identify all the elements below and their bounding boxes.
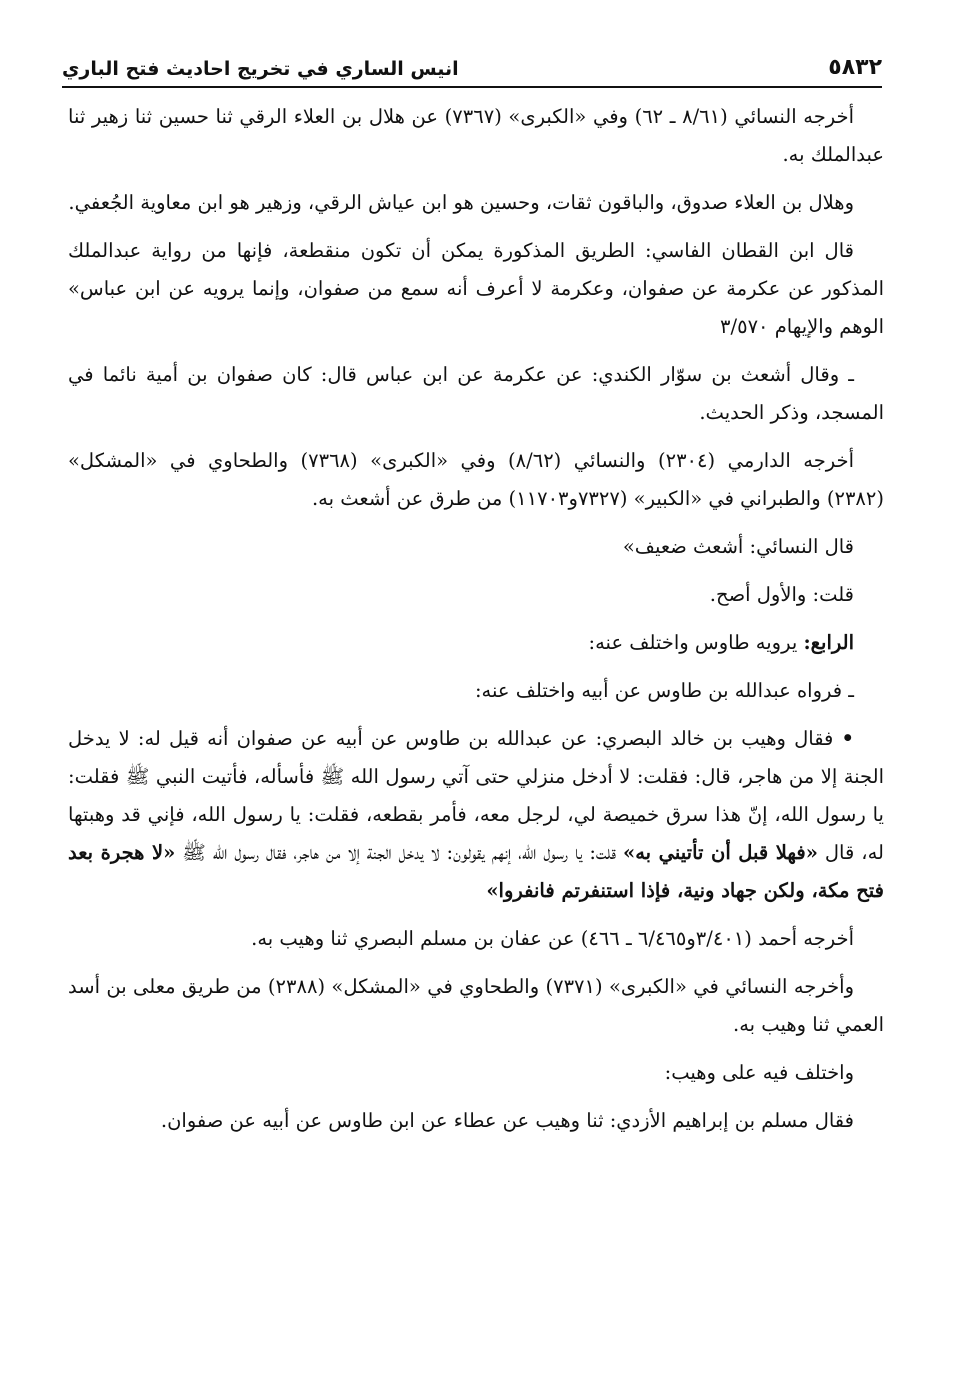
paragraph-11 (68, 920, 884, 958)
hadith-quote-2: «لا هجرة بعد فتح مكة، ولكن جهاد ونية، فإذا استنفرتم فانفروا» (68, 841, 884, 902)
paragraph-7 (68, 576, 884, 614)
paragraph-12 (68, 968, 884, 1044)
hadith-quote-1: «فهلا قبل أن تأتيني به» (623, 841, 818, 864)
page-body (68, 98, 884, 1150)
paragraph-5 (68, 442, 884, 518)
paragraph-13 (68, 1054, 884, 1092)
running-title: انيس الساري في تخريج احاديث فتح الباري (62, 58, 459, 80)
paragraph-text: قال ابن القطان الفاسي: الطريق المذكورة يمكن أن تكون منقطعة، فإنها من رواية عبدالملك المذكور عن عكرمة عن صفوان، وعكرمة لا أعرف أنه سمع من صفوان، وإنما يرويه عن ابن عباس» الوهم والإيهام ٣/٥٧٠ (68, 239, 884, 338)
paragraph-text: يرويه طاوس واختلف عنه: (588, 631, 804, 654)
paragraph-text: قلت: يا رسول الله، إنهم يقولون: لا يدخل الجنة إلا من هاجر، فقال رسول الله ﷺ (175, 841, 624, 864)
paragraph-10 (68, 720, 884, 910)
paragraph-text: فقال وهيب بن خالد البصري: عن عبدالله بن طاوس عن أبيه عن صفوان أنه قيل له: لا يدخل الجنة إلا من هاجر، قال: فقلت: لا أدخل منزلي حتى آتي رسول الله ﷺ فأسأله، فأتيت النبي ﷺ فقلت: يا رسول الله، إنّ هذا سرق خميصة لي، لرجل معه، فأمر بقطعه، فقلت: يا رسول الله، فإني قد وهبتها له، قال (68, 727, 884, 864)
paragraph-text: أخرجه أحمد (٣/٤٠١و٦/٤٦٥ ـ ٤٦٦) عن عفان بن مسلم البصري ثنا وهيب به. (251, 927, 854, 950)
paragraph-6 (68, 528, 884, 566)
header-divider (62, 86, 882, 88)
page-header (62, 40, 882, 80)
page-number: ٥٨٣٢ (828, 55, 882, 80)
section-label: الرابع: (803, 631, 854, 654)
paragraph-14 (68, 1102, 884, 1140)
paragraph-text: وأخرجه النسائي في «الكبرى» (٧٣٧١) والطحاوي في «المشكل» (٢٣٨٨) من طريق معلى بن أسد العمي ثنا وهيب به. (68, 975, 884, 1036)
paragraph-text: واختلف فيه على وهيب: (664, 1061, 854, 1084)
paragraph-text: أخرجه النسائي (٨/٦١ ـ ٦٢) وفي «الكبرى» (٧٣٦٧) عن هلال بن العلاء الرقي ثنا حسين ثنا زهير ثنا عبدالملك به. (68, 105, 884, 166)
paragraph-text: أخرجه الدارمي (٢٣٠٤) والنسائي (٨/٦٢) وفي «الكبرى» (٧٣٦٨) والطحاوي في «المشكل» (٢٣٨٢) والطبراني في «الكبير» (٧٣٢٧و١١٧٠٣) من طرق عن أشعث به. (68, 449, 884, 510)
bullet-marker: • (841, 727, 854, 750)
paragraph-9 (68, 672, 884, 710)
paragraph-text: قلت: والأول أصح. (709, 583, 854, 606)
paragraph-text: ـ وقال أشعث بن سوّار الكندي: عن عكرمة عن ابن عباس قال: كان صفوان بن أمية نائما في المسجد، وذكر الحديث. (68, 363, 884, 424)
paragraph-3 (68, 232, 884, 346)
paragraph-text: ـ فرواه عبدالله بن طاوس عن أبيه واختلف عنه: (474, 679, 854, 702)
paragraph-2 (68, 184, 884, 222)
paragraph-8 (68, 624, 884, 662)
paragraph-1 (68, 98, 884, 174)
paragraph-text: قال النسائي: أشعث ضعيف» (622, 535, 854, 558)
paragraph-text: فقال مسلم بن إبراهيم الأزدي: ثنا وهيب عن عطاء عن ابن طاوس عن أبيه عن صفوان. (160, 1109, 854, 1132)
paragraph-text: وهلال بن العلاء صدوق، والباقون ثقات، وحسين هو ابن عياش الرقي، وزهير هو ابن معاوية الجُعفي. (68, 191, 854, 214)
paragraph-4 (68, 356, 884, 432)
